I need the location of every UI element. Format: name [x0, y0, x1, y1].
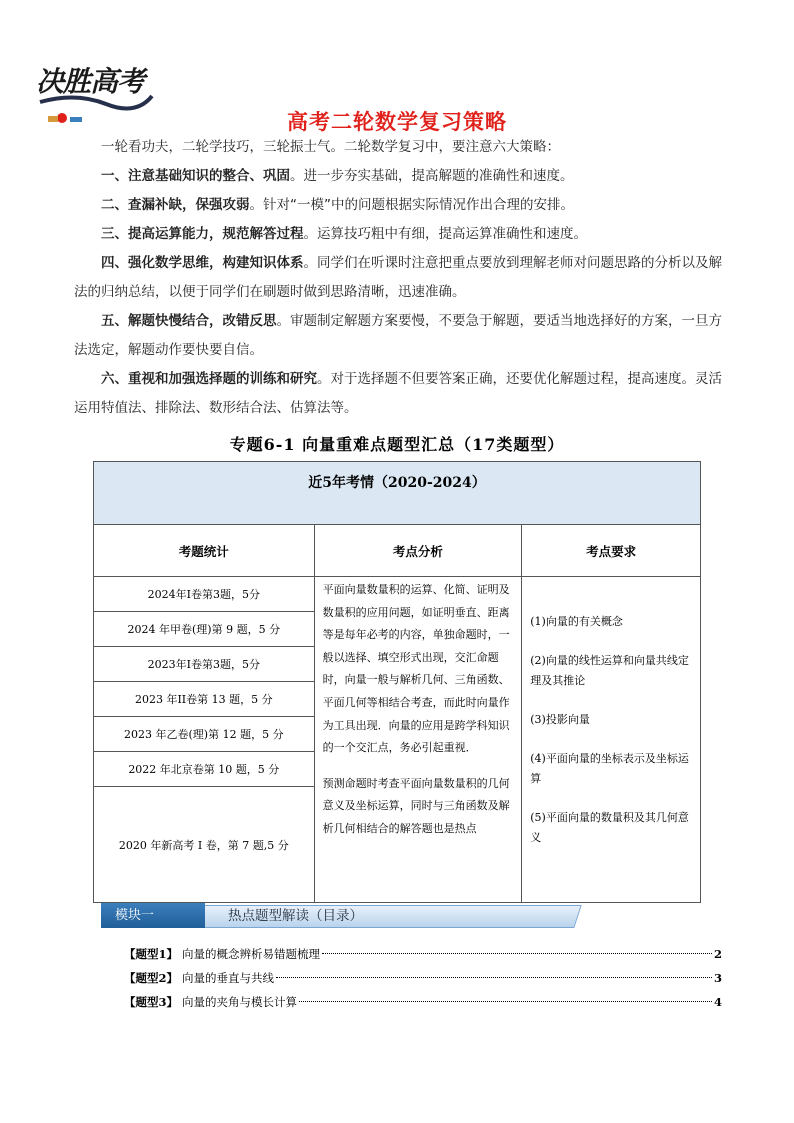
strategy-1 — [74, 162, 722, 191]
toc-tag: 【题型3】 — [124, 995, 179, 1009]
module-banner — [101, 903, 578, 928]
requirement-item: (4)平面向量的坐标表示及坐标运算 — [530, 752, 689, 785]
column-header: 考点分析 — [314, 525, 522, 577]
toc-tag: 【题型2】 — [124, 971, 179, 985]
toc-entry[interactable] — [124, 944, 722, 964]
requirement-item: (2)向量的线性运算和向量共线定理及其推论 — [530, 654, 689, 687]
toc-page: 3 — [713, 971, 722, 985]
analysis-text: 平面向量数量积的运算、化简、证明及数量积的应用问题，如证明垂直、距离等是每年必考的内容，单独命题时，一般以选择、填空形式出现，交汇命题时，向量一般与解析几何、三角函数、平面几何等相结合考查，而此时向量作为工具出现．向量的应用是跨学科知识的一个交汇点，务必引起重视． — [322, 583, 510, 755]
toc-entry[interactable] — [124, 968, 722, 988]
toc-leader — [276, 977, 712, 978]
strategy-5-heading: 五、解题快慢结合，改错反思 — [101, 313, 277, 329]
exam-analysis-table — [93, 461, 701, 903]
toc-leader — [299, 1001, 712, 1002]
stat-cell: 2024 年甲卷(理)第 9 题，5 分 — [94, 612, 315, 647]
strategy-3 — [74, 220, 722, 249]
stat-cell: 2024年I卷第3题，5分 — [94, 577, 315, 612]
strategy-4 — [74, 249, 722, 307]
strategy-1-heading: 一、注意基础知识的整合、巩固 — [101, 168, 290, 184]
intro-paragraph: 一轮看功夫，二轮学技巧，三轮振士气。二轮数学复习中，要注意六大策略： — [101, 139, 560, 155]
strategy-2-text: 。针对“一模”中的问题根据实际情况作出合理的安排。 — [249, 197, 574, 213]
table-column-headers — [94, 525, 701, 577]
strategy-1-text: 。进一步夯实基础，提高解题的准确性和速度。 — [290, 168, 574, 184]
strategy-3-text: 。运算技巧粗中有细，提高运算准确性和速度。 — [303, 226, 587, 242]
toc-entry[interactable] — [124, 992, 722, 1012]
strategy-4-text: 。同学们在听课时注意把重点要放到理解老师对问题思路的分析以及解法的归纳总结，以便于同学们在刷题时做到思路清晰，迅速准确。 — [74, 255, 722, 300]
logo-text: 决胜高考 — [36, 65, 145, 98]
strategy-6 — [74, 365, 722, 423]
toc-title: 向量的夹角与模长计算 — [182, 995, 298, 1009]
stat-cell: 2022 年北京卷第 10 题，5 分 — [94, 752, 315, 787]
strategy-6-text: 。对于选择题不但要答案正确，还要优化解题过程，提高速度。灵活运用特值法、排除法、数形结合法、估算法等。 — [74, 371, 722, 416]
strategy-5-text: 。审题制定解题方案要慢，不要急于解题，要适当地选择好的方案，一旦方法选定，解题动作要快要自信。 — [74, 313, 722, 358]
strategy-2-heading: 二、查漏补缺，保强攻弱 — [101, 197, 250, 213]
requirement-item: (1)向量的有关概念 — [530, 615, 623, 628]
strategy-3-heading: 三、提高运算能力，规范解答过程 — [101, 226, 304, 242]
strategy-5 — [74, 307, 722, 365]
analysis-cell — [314, 577, 522, 903]
module-label: 模块一 — [101, 903, 205, 928]
table-row — [94, 577, 701, 612]
section-title: 专题6-1 向量重难点题型汇总（17类题型） — [229, 435, 565, 454]
requirements-cell — [522, 577, 701, 903]
toc-tag: 【题型1】 — [124, 947, 179, 961]
column-header: 考题统计 — [94, 525, 315, 577]
strategy-2 — [74, 191, 722, 220]
toc-title: 向量的概念辨析易错题梳理 — [182, 947, 321, 961]
strategy-6-heading: 六、重视和加强选择题的训练和研究 — [101, 371, 317, 387]
requirement-item: (5)平面向量的数量积及其几何意义 — [530, 811, 689, 844]
requirement-item: (3)投影向量 — [530, 713, 590, 726]
page-title: 高考二轮数学复习策略 — [287, 110, 507, 134]
stat-cell: 2023 年乙卷(理)第 12 题，5 分 — [94, 717, 315, 752]
stat-cell: 2023年I卷第3题，5分 — [94, 647, 315, 682]
column-header: 考点要求 — [522, 525, 701, 577]
analysis-text: 预测命题时考查平面向量数量积的几何意义及坐标运算，同时与三角函数及解析几何相结合的解答题也是热点 — [322, 776, 510, 835]
strategy-4-heading: 四、强化数学思维，构建知识体系 — [101, 255, 304, 271]
stat-cell: 2020 年新高考 I 卷，第 7 题,5 分 — [94, 787, 315, 903]
table-header-row — [94, 462, 701, 525]
toc-title: 向量的垂直与共线 — [182, 971, 275, 985]
stat-cell: 2023 年II卷第 13 题，5 分 — [94, 682, 315, 717]
module-title: 热点题型解读（目录） — [228, 908, 363, 924]
toc-page: 4 — [713, 995, 722, 1009]
toc-page: 2 — [713, 947, 722, 961]
table-header: 近5年考情（2020-2024） — [94, 462, 701, 525]
toc-leader — [322, 953, 712, 954]
